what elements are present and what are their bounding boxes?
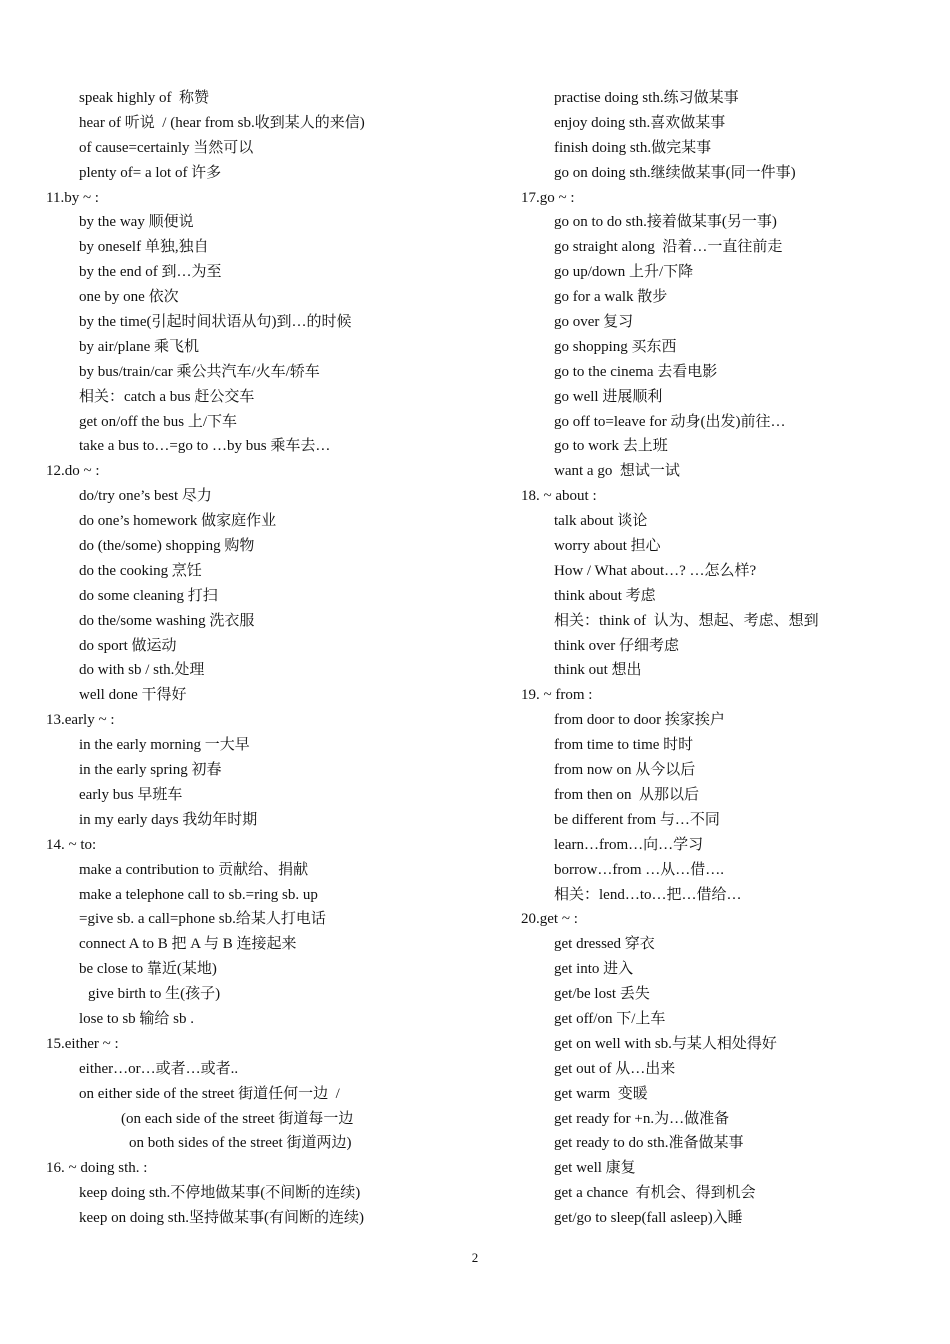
vocab-entry: get/be lost 丢失 xyxy=(554,986,650,1003)
vocab-entry: talk about 谈论 xyxy=(554,513,648,530)
vocab-entry: by oneself 单独,独自 xyxy=(79,239,209,256)
section-heading: 19. ~ from : xyxy=(521,687,593,704)
vocab-entry: do one’s homework 做家庭作业 xyxy=(79,513,277,530)
vocab-entry: be close to 靠近(某地) xyxy=(79,961,217,978)
vocab-entry: plenty of= a lot of 许多 xyxy=(79,164,222,181)
vocab-entry: in the early spring 初春 xyxy=(79,762,222,779)
vocab-entry: early bus 早班车 xyxy=(79,786,183,803)
vocab-entry: 相关：think of 认为、想起、考虑、想到 xyxy=(554,612,819,629)
vocab-entry: go shopping 买东西 xyxy=(554,338,677,355)
vocab-entry: want a go 想试一试 xyxy=(554,463,680,480)
vocab-entry: go to the cinema 去看电影 xyxy=(554,363,718,380)
vocab-entry: make a telephone call to sb.=ring sb. up xyxy=(79,886,318,903)
vocab-entry: enjoy doing sth.喜欢做某事 xyxy=(554,114,726,131)
vocab-entry: get/go to sleep(fall asleep)入睡 xyxy=(554,1210,743,1227)
vocab-entry: borrow…from …从…借…. xyxy=(554,861,724,878)
vocab-entry: go well 进展顺利 xyxy=(554,388,663,405)
section-heading: 20.get ~ : xyxy=(521,911,578,928)
vocab-entry: go over 复习 xyxy=(554,314,634,331)
vocab-entry: go straight along 沿着…一直往前走 xyxy=(554,239,783,256)
section-heading: 14. ~ to: xyxy=(46,836,97,853)
vocab-entry: keep doing sth.不停地做某事(不间断的连续) xyxy=(79,1185,361,1202)
vocab-entry: do (the/some) shopping 购物 xyxy=(79,538,255,555)
vocab-entry: on either side of the street 街道任何一边 / xyxy=(79,1085,340,1102)
section-heading: 17.go ~ : xyxy=(521,189,575,206)
vocab-entry: How / What about…? …怎么样? xyxy=(554,562,757,579)
section-heading: 13.early ~ : xyxy=(46,712,115,729)
vocab-entry: do/try one’s best 尽力 xyxy=(79,488,212,505)
vocab-entry: go up/down 上升/下降 xyxy=(554,264,694,281)
vocab-entry: from then on 从那以后 xyxy=(554,786,699,803)
vocab-entry: 相关：catch a bus 赶公交车 xyxy=(79,388,255,405)
vocab-entry: get into 进入 xyxy=(554,961,634,978)
vocab-entry: well done 干得好 xyxy=(79,687,187,704)
vocab-entry: from door to door 挨家挨户 xyxy=(554,712,725,729)
vocab-entry: think over 仔细考虑 xyxy=(554,637,679,654)
vocab-entry: do the/some washing 洗衣服 xyxy=(79,612,255,629)
vocab-entry: go off to=leave for 动身(出发)前往… xyxy=(554,413,786,430)
vocab-entry: speak highly of 称赞 xyxy=(79,90,209,106)
section-heading: 15.either ~ : xyxy=(46,1035,119,1052)
vocab-entry: do with sb / sth.处理 xyxy=(79,662,205,679)
vocab-entry: get ready for +n.为…做准备 xyxy=(554,1110,730,1127)
section-heading: 18. ~ about : xyxy=(521,488,597,505)
vocab-entry: get on/off the bus 上/下车 xyxy=(79,413,238,430)
vocab-entry: get out of 从…出来 xyxy=(554,1060,676,1077)
vocab-entry: finish doing sth.做完某事 xyxy=(554,139,712,156)
vocab-entry: do sport 做运动 xyxy=(79,637,177,654)
vocab-entry: give birth to 生(孩子) xyxy=(88,986,221,1003)
vocab-entry: go for a walk 散步 xyxy=(554,289,668,306)
vocab-entry: one by one 依次 xyxy=(79,289,179,306)
vocab-entry: in the early morning 一大早 xyxy=(79,737,250,754)
vocab-entry: on both sides of the street 街道两边) xyxy=(129,1135,352,1152)
vocab-entry: get ready to do sth.准备做某事 xyxy=(554,1135,744,1152)
vocab-entry: take a bus to…=go to …by bus 乘车去… xyxy=(79,438,331,455)
vocab-entry: by air/plane 乘飞机 xyxy=(79,338,199,355)
section-heading: 12.do ~ : xyxy=(46,463,100,480)
vocab-entry: do the cooking 烹饪 xyxy=(79,562,202,579)
vocab-entry: get a chance 有机会、得到机会 xyxy=(554,1185,756,1202)
vocab-entry: get warm 变暖 xyxy=(554,1085,648,1102)
vocab-entry: either…or…或者…或者.. xyxy=(79,1060,239,1077)
section-heading: 16. ~ doing sth. : xyxy=(46,1160,148,1177)
vocab-entry: go on to do sth.接着做某事(另一事) xyxy=(554,214,777,231)
vocab-entry: =give sb. a call=phone sb.给某人打电话 xyxy=(79,911,326,928)
vocab-entry: learn…from…向…学习 xyxy=(554,836,704,853)
vocab-entry: connect A to B 把 A 与 B 连接起来 xyxy=(79,936,297,953)
page-number: 2 xyxy=(471,1250,479,1265)
vocab-entry: in my early days 我幼年时期 xyxy=(79,811,258,828)
vocab-entry: 相关：lend…to…把…借给… xyxy=(554,886,742,903)
vocab-entry: be different from 与…不同 xyxy=(554,811,720,828)
vocab-entry: get well 康复 xyxy=(554,1160,636,1177)
vocab-entry: make a contribution to 贡献给、捐献 xyxy=(79,861,309,878)
vocab-entry: go to work 去上班 xyxy=(554,438,668,455)
vocab-entry: by the time(引起时间状语从句)到…的时候 xyxy=(79,314,352,331)
right-column xyxy=(521,86,941,1231)
vocab-entry: from time to time 时时 xyxy=(554,737,694,754)
vocab-entry: by the end of 到…为至 xyxy=(79,264,222,281)
vocab-entry: by the way 顺便说 xyxy=(79,214,194,231)
vocab-entry: from now on 从今以后 xyxy=(554,762,696,779)
vocab-entry: get on well with sb.与某人相处得好 xyxy=(554,1035,777,1052)
vocab-entry: get dressed 穿衣 xyxy=(554,936,655,953)
vocab-entry: worry about 担心 xyxy=(554,538,661,555)
vocab-entry: by bus/train/car 乘公共汽车/火车/轿车 xyxy=(79,363,320,380)
vocab-entry: of cause=certainly 当然可以 xyxy=(79,139,254,156)
vocab-entry: think about 考虑 xyxy=(554,587,656,604)
vocab-entry: think out 想出 xyxy=(554,662,642,679)
vocab-entry: go on doing sth.继续做某事(同一件事) xyxy=(554,164,796,181)
section-heading: 11.by ~ : xyxy=(46,189,99,206)
vocab-entry: get off/on 下/上车 xyxy=(554,1010,666,1027)
left-column xyxy=(46,86,496,1231)
vocab-entry: practise doing sth.练习做某事 xyxy=(554,90,739,106)
vocab-entry: keep on doing sth.坚持做某事(有间断的连续) xyxy=(79,1210,364,1227)
vocab-entry: (on each side of the street 街道每一边 xyxy=(121,1110,354,1127)
vocab-entry: hear of 听说 / (hear from sb.收到某人的来信) xyxy=(79,114,365,131)
vocab-entry: do some cleaning 打扫 xyxy=(79,587,218,604)
vocab-entry: lose to sb 输给 sb . xyxy=(79,1010,195,1027)
